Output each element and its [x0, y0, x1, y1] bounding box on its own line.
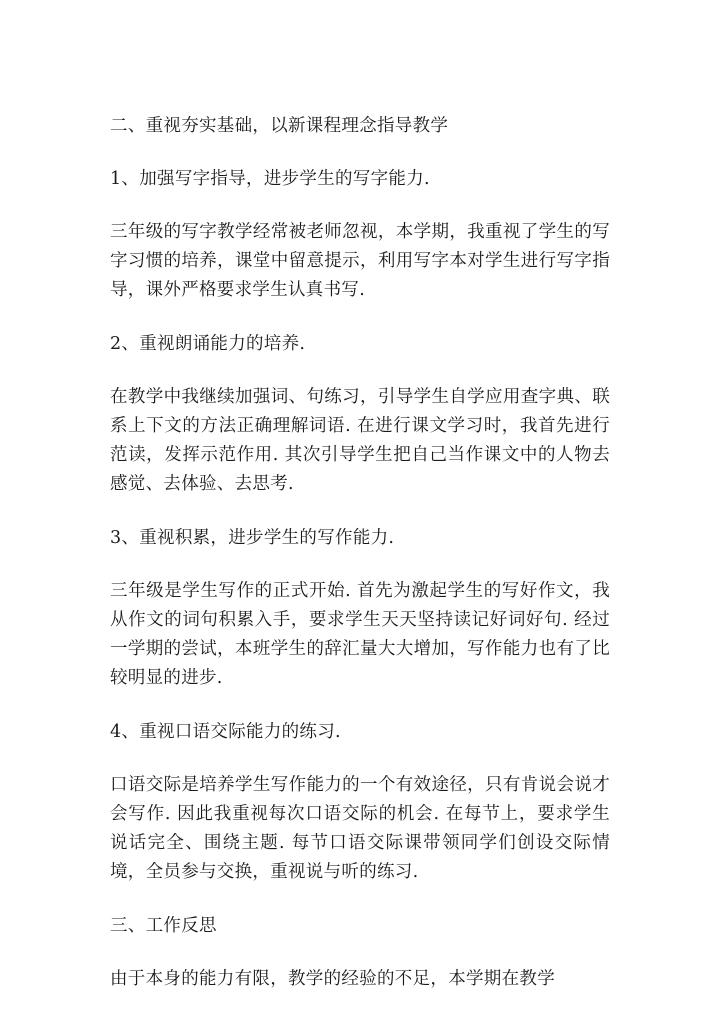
- document-page: [110, 112, 610, 1019]
- body-paragraph: 三年级的写字教学经常被老师忽视，本学期，我重视了学生的写字习惯的培养，课堂中留意提示，利用写字本对学生进行写字指导，课外严格要求学生认真书写.: [110, 222, 610, 300]
- subsection-heading: 2、重视朗诵能力的培养.: [110, 334, 306, 354]
- subsection-heading: 4、重视口语交际能力的练习.: [110, 722, 341, 742]
- section-heading: 三、工作反思: [110, 916, 217, 936]
- subsection-heading: 1、加强写字指导，进步学生的写字能力.: [110, 169, 430, 189]
- subsection-heading: 3、重视积累，进步学生的写作能力.: [110, 528, 395, 548]
- section-heading: 二、重视夯实基础，以新课程理念指导教学: [110, 116, 449, 136]
- body-paragraph: 在教学中我继续加强词、句练习，引导学生自学应用查字典、联系上下文的方法正确理解词语. 在进行课文学习时，我首先进行范读，发挥示范作用. 其次引导学生把自己当作课文中的人物去感觉、去体验、去思考.: [110, 387, 610, 494]
- body-paragraph: 三年级是学生写作的正式开始. 首先为激起学生的写好作文，我从作文的词句积累入手，要求学生天天坚持读记好词好句. 经过一学期的尝试，本班学生的辞汇量大大增加，写作能力也有了比较明显的进步.: [110, 581, 610, 688]
- body-paragraph: 由于本身的能力有限，教学的经验的不足，本学期在教学: [110, 969, 555, 989]
- body-paragraph: 口语交际是培养学生写作能力的一个有效途径，只有肯说会说才会写作. 因此我重视每次口语交际的机会. 在每节上，要求学生说话完全、围绕主题. 每节口语交际课带领同学们创设交际情境，全员参与交换，重视说与听的练习.: [110, 775, 610, 882]
